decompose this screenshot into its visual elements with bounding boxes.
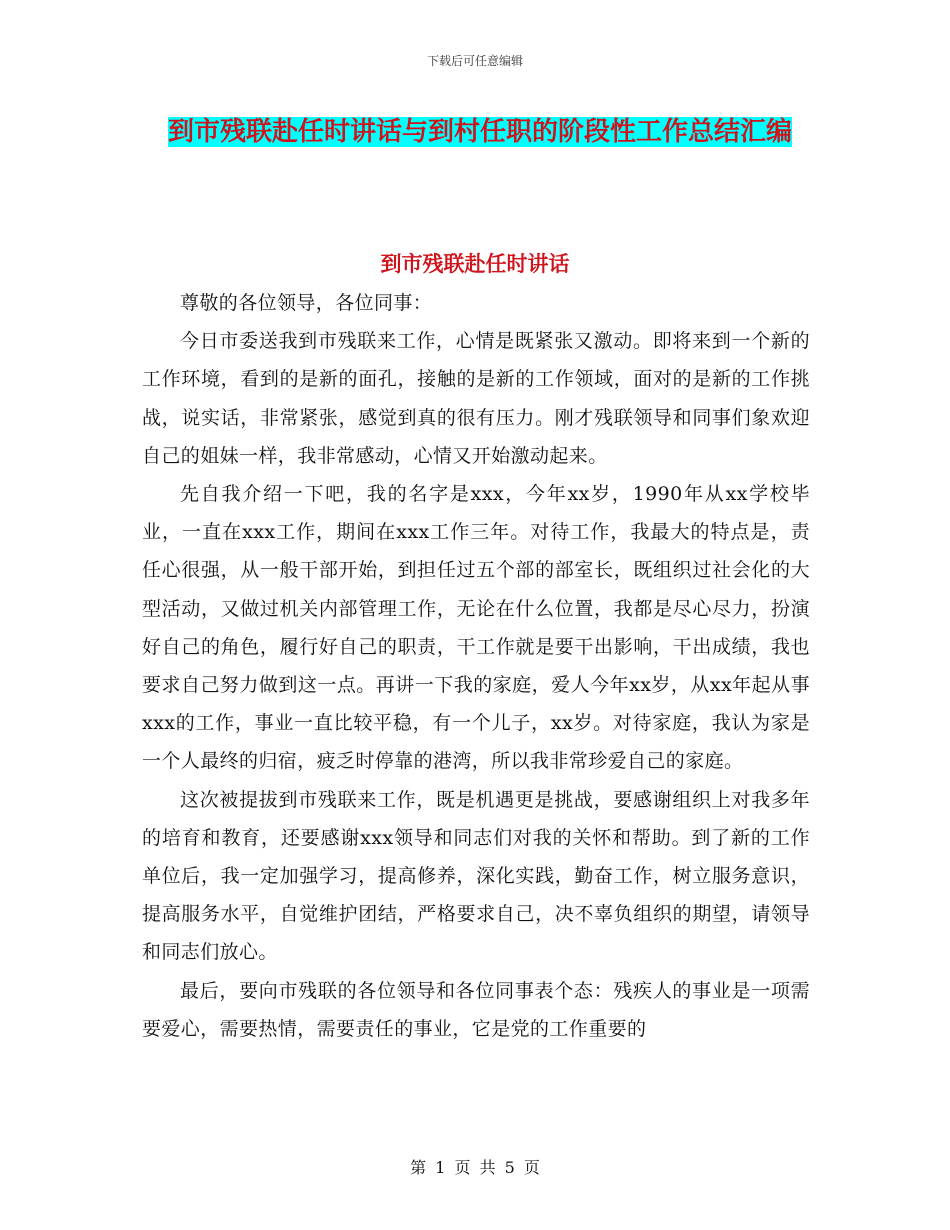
header-note: 下载后可任意编辑: [426, 54, 523, 68]
document-title-text: 到市残联赴任时讲话与到村任职的阶段性工作总结汇编: [167, 117, 792, 147]
page-number: 第 1 页 共 5 页: [410, 1158, 540, 1177]
section-title: 到市残联赴任时讲话: [380, 252, 570, 276]
paragraph: 最后，要向市残联的各位领导和各位同事表个态：残疾人的事业是一项需要爱心，需要热情，需要责任的事业，它是党的工作重要的: [142, 979, 810, 1040]
paragraph-salutation: 尊敬的各位领导，各位同事：: [180, 292, 433, 314]
document-body: [142, 284, 810, 1048]
paragraph: 今日市委送我到市残联来工作，心情是既紧张又激动。即将来到一个新的工作环境，看到的是新的面孔，接触的是新的工作领域，面对的是新的工作挑战，说实话，非常紧张，感觉到真的很有压力。刚才残联领导和同事们象欢迎自己的姐妹一样，我非常感动，心情又开始激动起来。: [142, 330, 810, 467]
paragraph: 先自我介绍一下吧，我的名字是xxx，今年xx岁，1990年从xx学校毕业，一直在xxx工作，期间在xxx工作三年。对待工作，我最大的特点是，责任心很强，从一般干部开始，到担任过五个部的部室长，既组织过社会化的大型活动，又做过机关内部管理工作，无论在什么位置，我都是尽心尽力，扮演好自己的角色，履行好自己的职责，干工作就是要干出影响，干出成绩，我也要求自己努力做到这一点。再讲一下我的家庭，爱人今年xx岁，从xx年起从事xxx的工作，事业一直比较平稳，有一个儿子，xx岁。对待家庭，我认为家是一个人最终的归宿，疲乏时停靠的港湾，所以我非常珍爱自己的家庭。: [142, 483, 810, 773]
paragraph: 这次被提拔到市残联来工作，既是机遇更是挑战，要感谢组织上对我多年的培育和教育，还要感谢xxx领导和同志们对我的关怀和帮助。到了新的工作单位后，我一定加强学习，提高修养，深化实践，勤奋工作，树立服务意识，提高服务水平，自觉维护团结，严格要求自己，决不辜负组织的期望，请领导和同志们放心。: [142, 788, 810, 964]
document-title: [150, 108, 810, 156]
